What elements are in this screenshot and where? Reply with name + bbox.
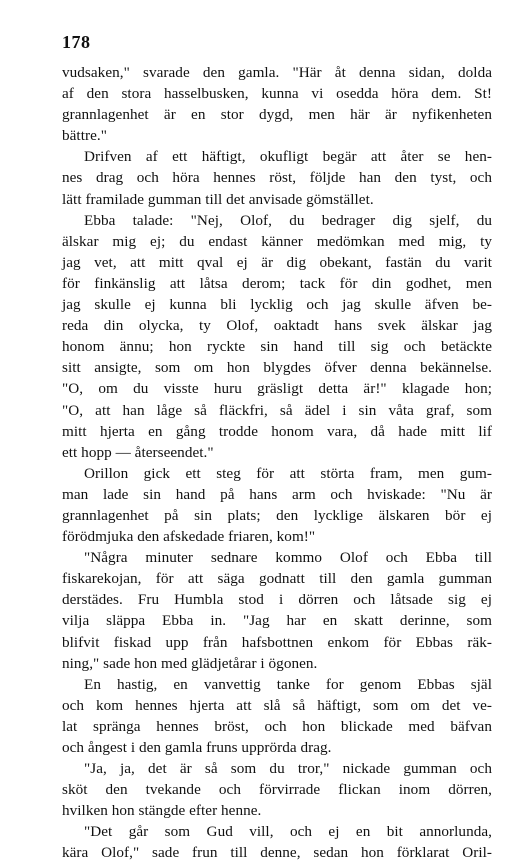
text-line: älskar mig ej; du endast känner medömkan med mig, ty (62, 232, 492, 250)
text-line: bättre." (62, 127, 107, 145)
text-line: Ebba talade: "Nej, Olof, du bedrager dig sjelf, du (84, 211, 492, 229)
text-line: och kom hennes hjerta att slå så häftigt, som om det ve- (62, 696, 492, 714)
text-line: vilja släppa Ebba in. "Jag har en skatt derinne, som (62, 612, 492, 630)
text-line: jag skulle ej kunna bli lycklig och jag skulle äfven be- (62, 296, 492, 314)
text-line: reda din olycka, ty Olof, oaktadt hans svek älskar jag (62, 317, 492, 335)
text-line: grannlagenhet är en stor dygd, men här är nyfikenheten (62, 106, 492, 124)
text-line: ning," sade hon med glädjetårar i ögonen. (62, 654, 318, 672)
text-line: kära Olof," sade frun till denne, sedan hon förklarat Oril- (62, 844, 492, 862)
text-line: sitt ansigte, som om hon blygdes öfver denna bekännelse. (62, 359, 492, 377)
text-line: jag vet, att mitt qval ej är dig obekant, fastän du varit (62, 253, 492, 271)
text-line: hvilken hon stängde efter henne. (62, 802, 262, 820)
text-line: derstädes. Fru Humbla stod i dörren och låtsade sig ej (62, 591, 492, 609)
text-line: Orillon gick ett steg för att störta fram, men gum- (84, 464, 492, 482)
text-line: sköt den tvekande och förvirrade flickan inom dörren, (62, 781, 492, 799)
text-line: "O, att han låge så fläckfri, så ädel i sin våta graf, som (62, 401, 492, 419)
text-line: blifvit fiskad upp från hafsbottnen enkom för Ebbas räk- (62, 633, 492, 651)
text-line: nes drag och höra hennes röst, följde han den tyst, och (62, 169, 492, 187)
text-line: lätt framilade gumman till det anvisade gömstället. (62, 190, 374, 208)
text-line: "Det går som Gud vill, och ej en bit annorlunda, (84, 823, 492, 841)
text-line: "Ja, ja, det är så som du tror," nickade gumman och (84, 760, 492, 778)
text-line: för finkänslig att låtsa derom; tack för din godhet, men (62, 274, 492, 292)
text-line: Drifven af ett häftigt, okufligt begär att åter se hen- (84, 148, 492, 166)
text-line: grannlagenhet på sin plats; den lycklige älskaren bör ej (62, 506, 492, 524)
body-text (62, 62, 492, 864)
text-line: "Några minuter sednare kommo Olof och Ebba till (84, 549, 492, 567)
text-line: honom ännu; hon ryckte sin hand till sig och betäckte (62, 338, 492, 356)
text-line: förödmjuka den afskedade friaren, kom!" (62, 528, 316, 546)
page-number: 178 (62, 32, 91, 52)
text-line: "O, om du visste huru gräsligt detta är!" klagade hon; (62, 380, 492, 398)
text-line: mitt hjerta en gång trodde honom vara, då hade mitt lif (62, 422, 492, 440)
text-line: af den stora hasselbusken, kunna vi osedda höra dem. St! (62, 85, 492, 103)
text-line: och ångest i den gamla fruns upprörda drag. (62, 739, 332, 756)
text-line: lat spränga hennes bröst, och hon blickade med bäfvan (62, 717, 492, 735)
text-line: ett hopp — återseendet." (62, 443, 214, 461)
text-line: vudsaken," svarade den gamla. "Här åt denna sidan, dolda (62, 64, 492, 81)
text-line: fiskarekojan, för att säga godnatt till den gamla gumman (62, 570, 492, 588)
text-line: En hastig, en vanvettig tanke for genom Ebbas själ (84, 675, 492, 693)
text-line: man lade sin hand på hans arm och hviskade: "Nu är (62, 485, 492, 503)
